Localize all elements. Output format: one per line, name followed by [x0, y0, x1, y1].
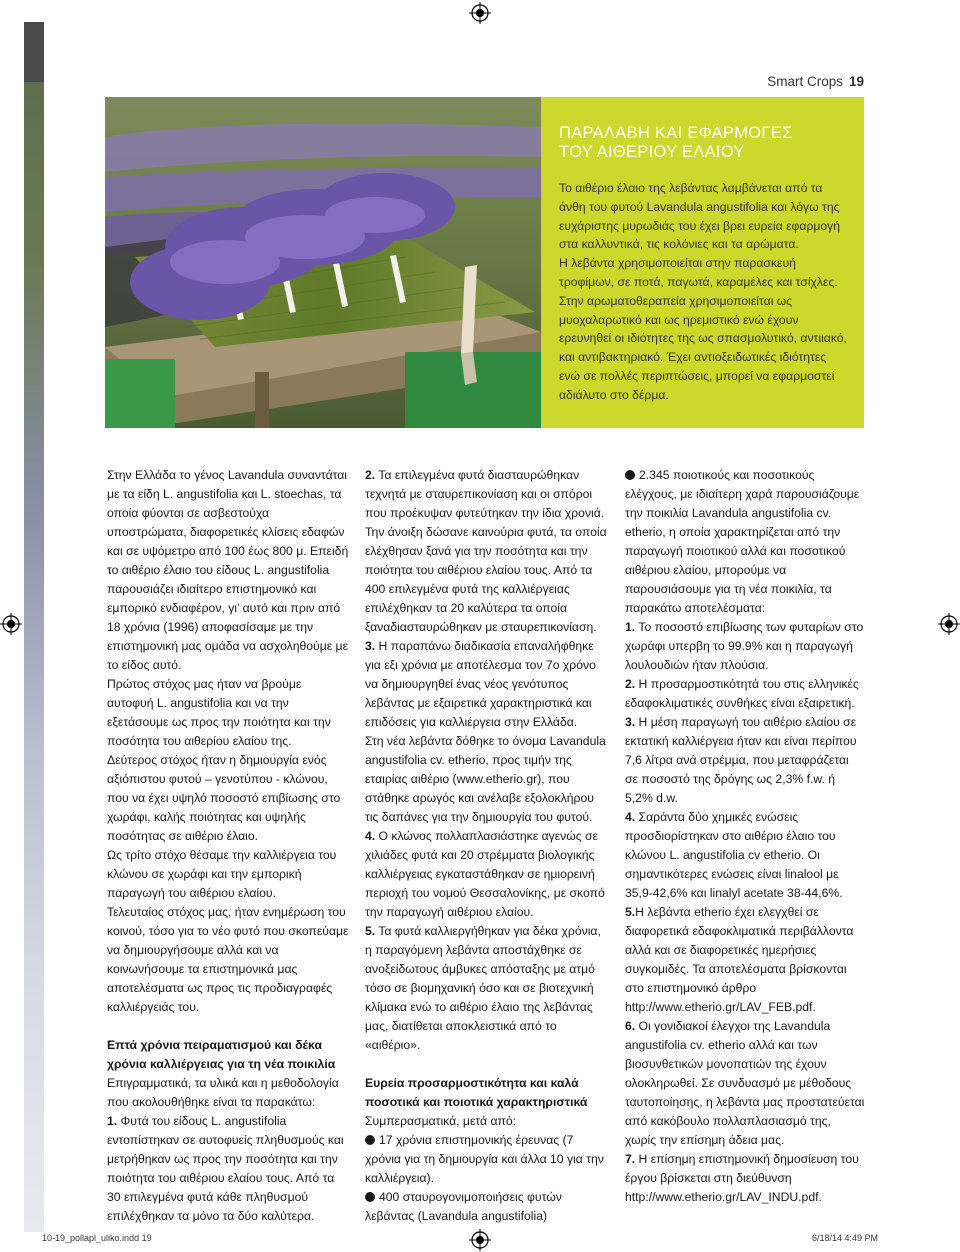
- info-box-paragraph: Στην αρωματοθεραπεία χρησιμοποιείται ως μυοχαλαρωτικό και ως ηρεμιστικό ενώ έχουν ερευνηθεί οι ιδιότητες της ως σπασμολυτικό, αντιιακό, και αντιβακτηριακό. Έχει αντιοξειδωτικές ιδιότητες ενώ σε πολλές περιπτώσεις, μπορεί να εφαρμοστεί αδιάλυτο στο δέρμα.: [559, 293, 847, 402]
- list-item-text: Τα επιλεγμένα φυτά διασταυρώθηκαν τεχνητά με σταυρεπικονίαση και οι σπόροι που προέκυψαν φυτεύτηκαν την ίδια χρονιά. Την άνοιξη δώσανε καινούρια φυτά, τα οποία ελέχθησαν ξανά για την ποσότητα και την ποιότητα του αιθέριου ελαίου τους. Από τα 400 επιλεγμένα φυτά της καλλιέργειας επιλέχθηκαν τα 20 καλύτερα τα οποία ξαναδιασταυρώθηκαν με σταυρεπικονίαση.: [365, 468, 607, 634]
- bullet-item: [365, 1188, 608, 1226]
- paragraph: Πρώτος στόχος μας ήταν να βρούμε αυτοφυή L. angustifolia και να την εξετάσουμε ως προς την ποιότητα και την ποσότητα του αιθερίου ελαίου της.: [107, 677, 331, 748]
- paragraph: Τελευταίος στόχος μας, ήταν ενημέρωση του κοινού, τόσο για το νέο φυτό που σκοπεύαμε να δημιουργήσουμε αλλά και να κοινωνήσουμε τα επιστημονικά μας αποτελέσματα ως προς τις προδιαγραφές καλλιέργειάς του.: [107, 905, 349, 1014]
- list-item-text: Η μέση παραγωγή του αιθέριο ελαίου σε εκτατική καλλιέργεια ήταν και είναι περίπου 7,6 λίτρα ανά στρέμμα, που μεταφράζεται σε ποσοστό της δρόγης ως 2,3% f.w. ή 5,2% d.w.: [625, 715, 857, 805]
- list-number: 2.: [625, 677, 636, 691]
- list-number: 1.: [107, 1114, 118, 1128]
- section-heading: Ευρεία προσαρμοστικότητα και καλά ποσοτικά και ποιοτικά χαρακτηριστικά: [365, 1076, 588, 1109]
- list-item-text: Ο κλώνος πολλαπλασιάστηκε αγενώς σε χιλιάδες φυτά και 20 στρέμματα βιολογικής καλλιέργειας εγκαταστάθηκαν σε ημιορεινή περιοχή του νομού Θεσσαλονίκης, με σκοπό την παραγωγή αιθέριου ελαίου.: [365, 829, 605, 919]
- list-number: 4.: [625, 810, 636, 824]
- list-number: 6.: [625, 1019, 636, 1033]
- paragraph: Δεύτερος στόχος ήταν η δημιουργία ενός αξιόπιστου φυτού – γενοτύπου - κλώνου, που να έχει υψηλό ποσοστό επιβίωσης στο χωράφι, καλής ποιότητας και υψηλής ποσότητας σε αιθέριο έλαιο.: [107, 753, 341, 843]
- list-item: [625, 903, 865, 1017]
- list-item: [625, 808, 865, 903]
- list-item-text: Οι γονιδιακοί έλεγχοι της Lavandula angustifolia cv. etherio αλλά και των βιοσυνθετικών μονοπατιών της έχουν ολοκληρωθεί. Σε συνδυασμό με μέθοδους ταυτοποίησης, η λεβάντα μας προστατεύεται από κακόβουλο πολλαπλασιασμό της, χωρίς την επίσημη άδεια μας.: [625, 1019, 865, 1147]
- info-box-title: [559, 124, 793, 162]
- list-item: [625, 618, 865, 675]
- page-number: 19: [848, 74, 864, 89]
- info-box: [541, 97, 864, 428]
- text-column-3: [625, 466, 865, 1207]
- list-item: [365, 637, 608, 732]
- info-box-paragraph: Η λεβάντα χρησιμοποιείται στην παρασκευή τροφίμων, σε ποτά, παγωτά, καραμέλες και τσίχλες.: [559, 256, 838, 289]
- list-number: 5.: [365, 924, 376, 938]
- list-number: 1.: [625, 620, 636, 634]
- list-number: 4.: [365, 829, 376, 843]
- bullet-item: [365, 1131, 608, 1188]
- list-item: [625, 1017, 865, 1150]
- registration-mark-icon: [938, 613, 960, 635]
- text-column-2: [365, 466, 608, 1226]
- paragraph: Συμπερασματικά, μετά από:: [365, 1114, 517, 1128]
- info-box-body: [559, 179, 849, 405]
- list-item-text: Τα φυτά καλλιεργήθηκαν για δέκα χρόνια, η παραγόμενη λεβάντα αποστάχθηκε σε ανοξείδωτους άμβυκες απόσταξης με ατμό τόσο σε βιομηχανική όσο και σε βιοτεχνική κλίμακα ενώ το αιθέριο έλαιο της λεβάντας μας, διατίθεται αποκλειστικά από το «αιθέριο».: [365, 924, 601, 1052]
- list-item-text: Φυτά του είδους L. angustifolia εντοπίστηκαν σε αυτοφυείς πληθυσμούς και μετρήθηκαν ως προς την ποσότητα και την ποιότητα του αιθέριου ελαίου τους. Από τα 30 επιλεγμένα φυτά κάθε πληθυσμού επιλέχθηκαν τα μόνο τα δύο καλύτερα.: [107, 1114, 344, 1223]
- publication-name: Smart Crops: [767, 74, 843, 89]
- running-header: [700, 74, 864, 89]
- list-item: [625, 675, 865, 713]
- print-slug-file: 10-19_pollapl_uliko.indd 19: [42, 1233, 152, 1243]
- print-slug-timestamp: 6/18/14 4:49 PM: [812, 1233, 879, 1243]
- list-item: [365, 827, 608, 922]
- list-item-text: Το ποσοστό επιβίωσης των φυταρίων στο χωράφι υπερβη το 99.9% και η παραγωγή λουλουδιών ήταν πλούσια.: [625, 620, 864, 672]
- bullet-item: [625, 466, 865, 618]
- registration-mark-icon: [0, 613, 22, 635]
- list-item: [625, 713, 865, 808]
- list-item-text: Η επίσημη επιστημονική δημοσίευση του έργου βρίσκεται στη διεύθυνση http://www.etherio.gr/LAV_INDU.pdf.: [625, 1152, 859, 1204]
- list-number: 2.: [365, 468, 376, 482]
- paragraph: Στη νέα λεβάντα δόθηκε το όνομα Lavandula angustifolia cv. etherio, προς τιμήν της εταιρίας αιθέριο (www.etherio.gr), που στάθηκε αρωγός και ανέλαβε εξολοκλήρου τις δαπάνες για την δημιουργία του φυτού.: [365, 734, 606, 824]
- list-number: 3.: [625, 715, 636, 729]
- lavender-photo: [105, 97, 541, 428]
- bullet-text: 400 σταυρογονιμοποιήσεις φυτών λεβάντας (Lavandula angustifolia): [365, 1190, 562, 1223]
- list-number: 7.: [625, 1152, 636, 1166]
- paragraph: Στην Ελλάδα το γένος Lavandula συναντάται με τα είδη L. angustifolia και L. stoechas, τα οποία φύονται σε ασβεστούχα υποστρώματα, διαφορετικές κλίσεις εδαφών και σε υψόμετρο από 100 έως 800 μ. Επειδή το αιθέριο έλαιο του είδους L. angustifolia παρουσιάζει ιδιαίτερο επιστημονικό και εμπορικό ενδιαφέρον, γι’ αυτό και πριν από 18 χρόνια (1996) αποφασίσαμε με την επιστημονική μας ομάδα να ασχοληθούμε με το είδος αυτό.: [107, 468, 349, 672]
- list-item: [107, 1112, 349, 1226]
- section-heading: Επτά χρόνια πειραματισμού και δέκα χρόνια καλλιέργειας για τη νέα ποικιλία: [107, 1038, 336, 1071]
- side-image-strip: [24, 22, 44, 1232]
- list-item-text: Η παραπάνω διαδικασία επαναλήφθηκε για εξι χρόνια με αποτέλεσμα τον 7ο χρόνο να δημιουργηθεί ένας νέος γενότυπος λεβάντας με εξαιρετικά χαρακτηριστικά και επιδόσεις για καλλιέργεια στην Ελλάδα.: [365, 639, 596, 729]
- bullet-icon: [365, 1192, 375, 1202]
- list-item: [365, 466, 608, 637]
- paragraph: Επιγραμματικά, τα υλικά και η μεθοδολογία που ακολουθήθηκε είναι τα παρακάτω:: [107, 1076, 339, 1109]
- list-number: 3.: [365, 639, 376, 653]
- side-strip-top: [24, 22, 44, 82]
- paragraph: Ως τρίτο στόχο θέσαμε την καλλιέργεια του κλώνου σε χωράφι και την εμπορική παραγωγή του αιθέριου ελαίου.: [107, 848, 337, 900]
- list-number: 5.: [625, 905, 636, 919]
- info-box-title-line2: ΤΟΥ ΑΙΘΕΡΙΟΥ ΕΛΑΙΟΥ: [559, 143, 745, 161]
- list-item: [365, 922, 608, 1055]
- text-column-1: [107, 466, 349, 1226]
- info-box-paragraph: Το αιθέριο έλαιο της λεβάντας λαμβάνεται από τα άνθη του φυτού Lavandula angustifolia και λόγω της ευχάριστης μυρωδιάς του έχει βρει ευρεία εφαρμογή στα καλλυντικά, τις κολόνιες και τα αρώματα.: [559, 181, 841, 252]
- bullet-icon: [625, 470, 635, 480]
- info-box-title-line1: ΠΑΡΑΛΑΒΗ ΚΑΙ ΕΦΑΡΜΟΓΕΣ: [559, 124, 793, 142]
- list-item-text: Η προσαρμοστικότητά του στις ελληνικές εδαφοκλιματικές συνθήκες είναι εξαιρετική.: [625, 677, 859, 710]
- registration-mark-icon: [469, 2, 491, 24]
- bullet-text: 17 χρόνια επιστημονικής έρευνας (7 χρόνια για τη δημιουργία και άλλα 10 για την καλλιέργεια).: [365, 1133, 604, 1185]
- bullet-icon: [365, 1135, 375, 1145]
- list-item-text: Η λεβάντα etherio έχει ελεγχθεί σε διαφορετικά εδαφοκλιματικά περιβάλλοντα αλλά και σε διαφορετικές ημερήσιες συγκομιδές. Τα αποτελέσματα βρίσκονται στο επιστημονικό άρθρο http://www.etherio.gr/LAV_FEB.pdf.: [625, 905, 854, 1014]
- list-item-text: Σαράντα δύο χημικές ενώσεις προσδιορίστηκαν στο αιθέριο έλαιο του κλώνου L. angustifolia cv etherio. Οι σημαντικότερες ενώσεις είναι linalool με 35,9-42,6% και linalyl acetate 38-44,6%.: [625, 810, 843, 900]
- registration-mark-icon: [469, 1229, 491, 1251]
- list-item: [625, 1150, 865, 1207]
- bullet-text: 2.345 ποιοτικούς και ποσοτικούς ελέγχους, με ιδιαίτερη χαρά παρουσιάζουμε την ποικιλία Lavandula angustifolia cv. etherio, η οποία χαρακτηρίζεται από την παραγωγή ποιοτικού αλλά και ποσοτικού αιθέριου ελαίου, μπορούμε να παρουσιάσουμε για τη νέα ποικιλία, τα παρακάτω αποτελέσματα:: [625, 468, 860, 615]
